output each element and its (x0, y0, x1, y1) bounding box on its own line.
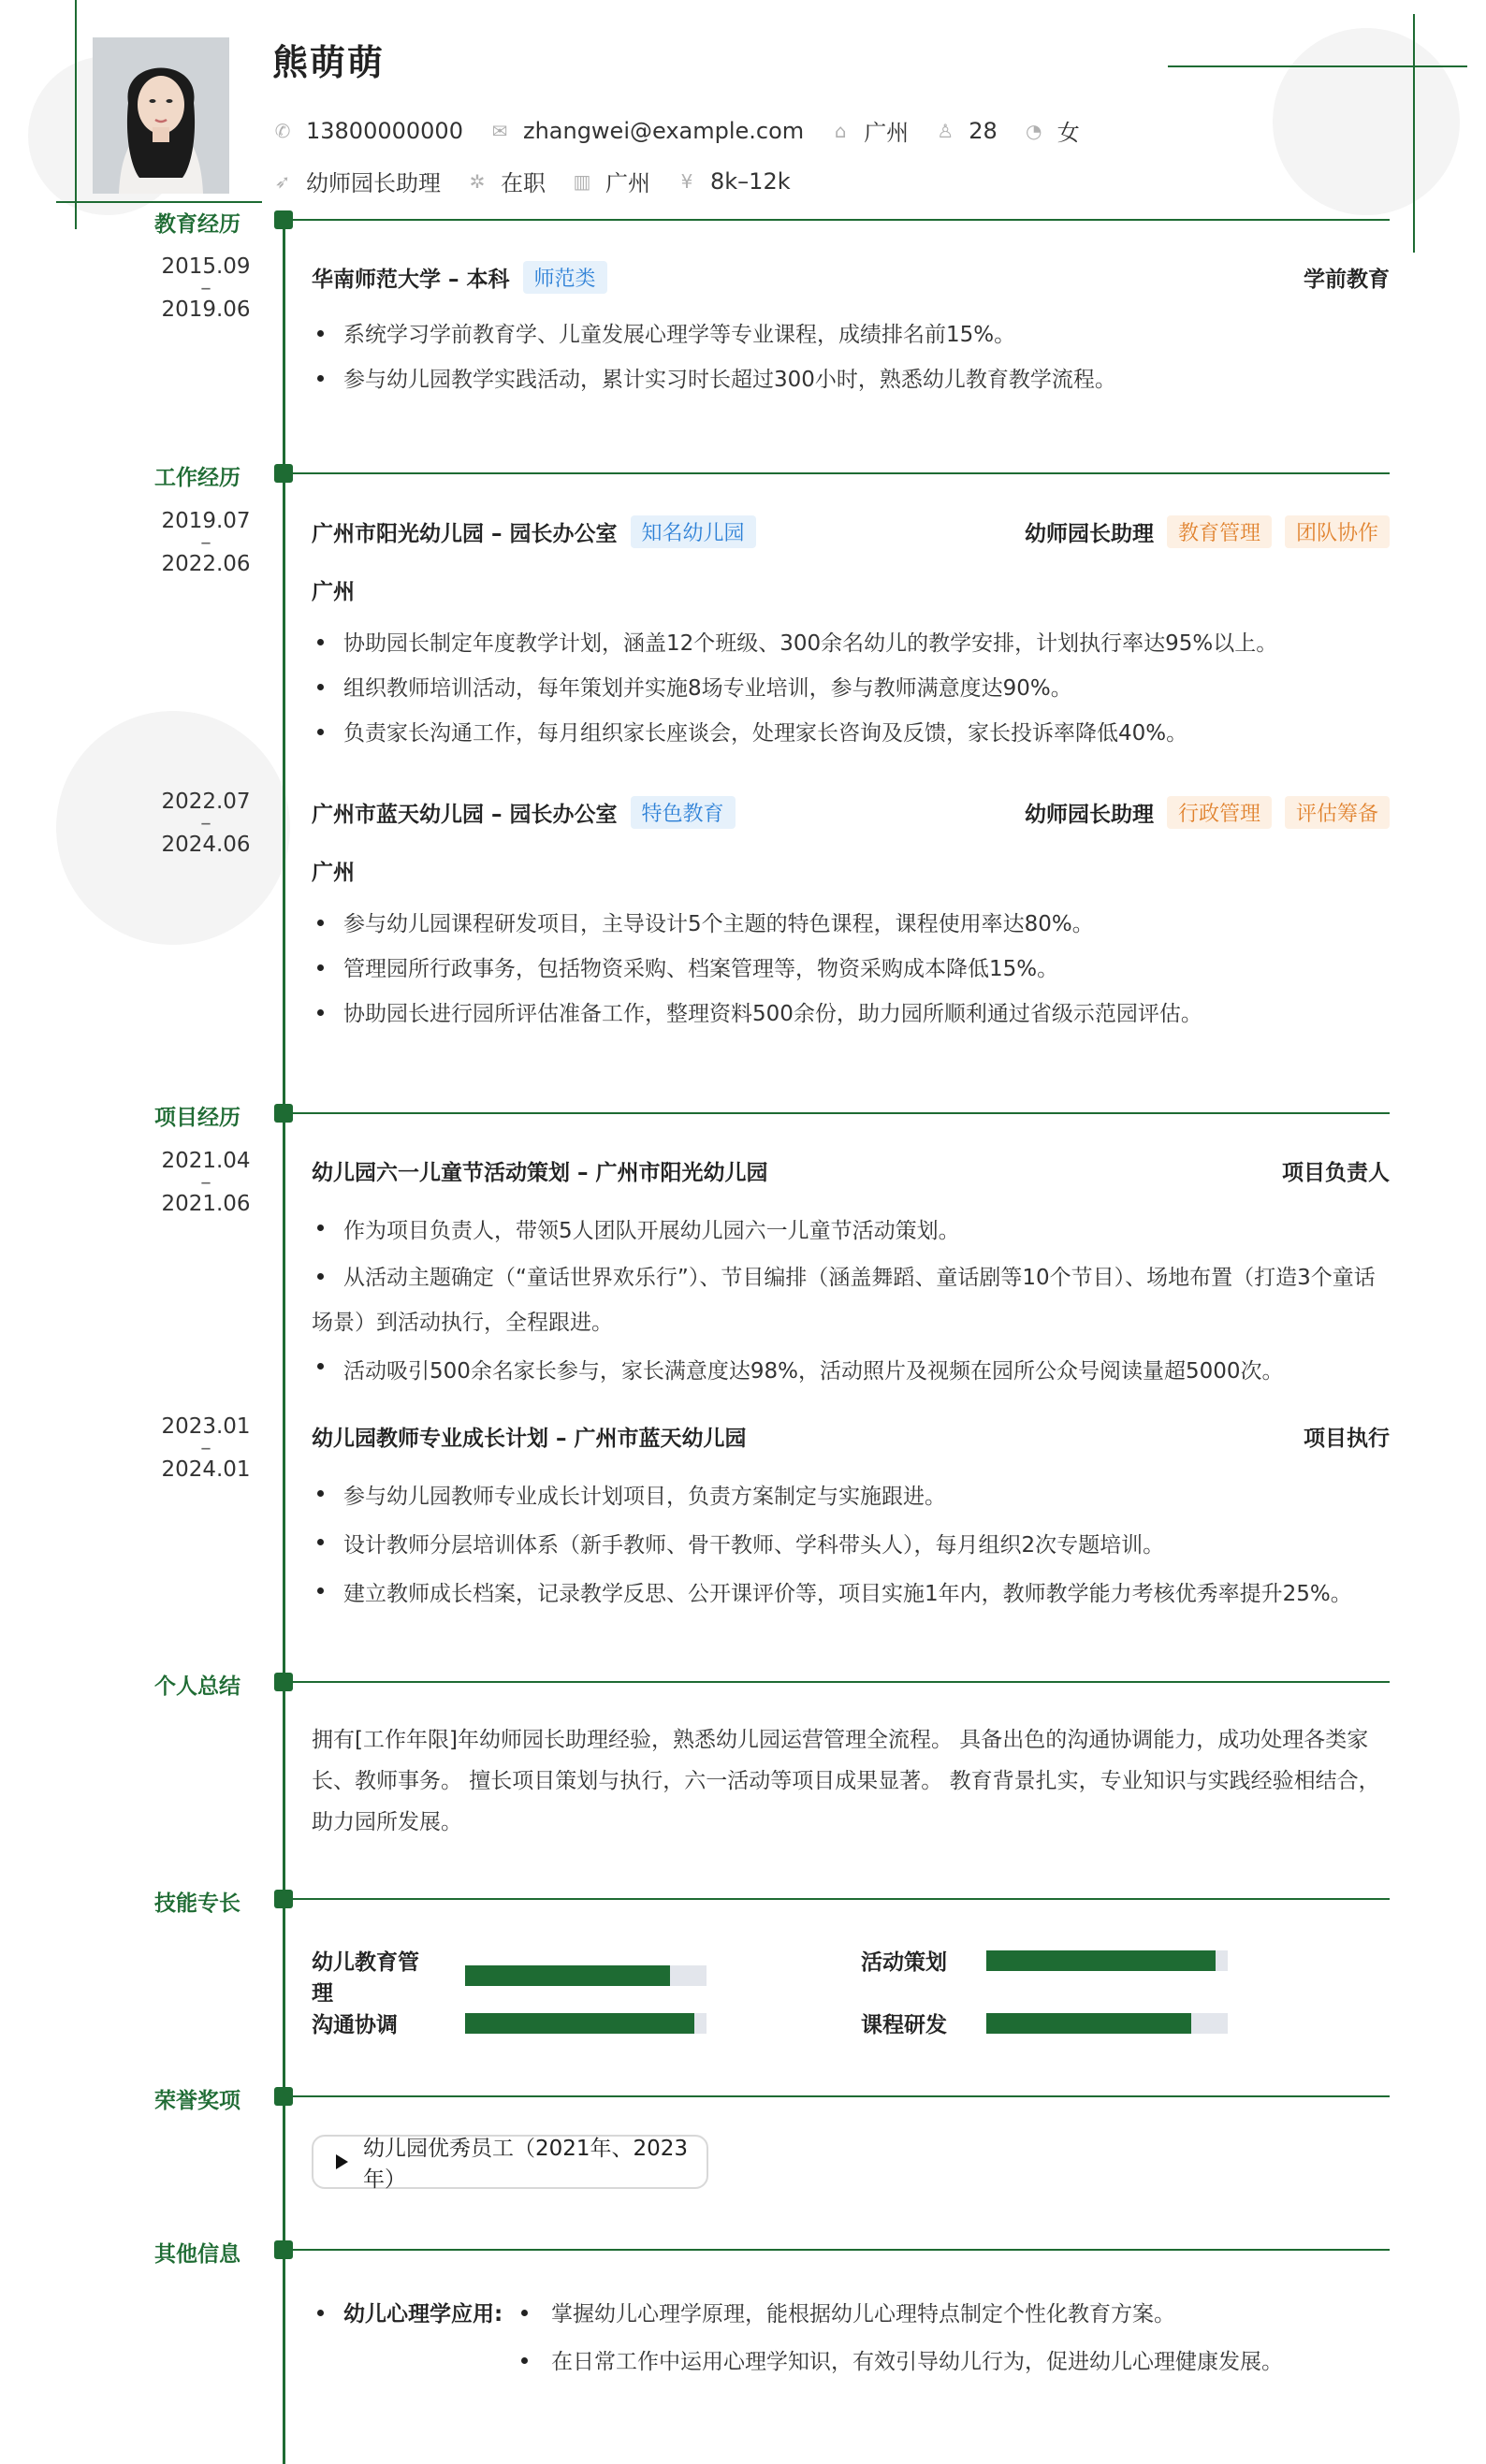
section-marker (274, 210, 293, 229)
list-item: 从活动主题确定（“童话世界欢乐行”）、节目编排（涵盖舞蹈、童话剧等10个节目）、场地布置（打造3个童话场景）到活动执行，全程跟进。 (312, 1255, 1390, 1345)
education-bullets (312, 312, 1390, 402)
section-title-skills: 技能专长 (154, 1891, 240, 1916)
play-icon (336, 2154, 348, 2169)
project-role: 项目执行 (1304, 1427, 1390, 1451)
school-tag: 师范类 (523, 261, 607, 294)
decor-line (1168, 65, 1467, 67)
job-role: 幼师园长助理 (1024, 803, 1154, 827)
list-item: 设计教师分层培训体系（新手教师、骨干教师、学科带头人），每月组织2次专题培训。 (312, 1521, 1390, 1570)
skill-bar-fill (465, 1965, 670, 1986)
skill-bar (986, 1950, 1228, 1971)
section-divider (293, 1681, 1390, 1683)
section-divider (293, 2249, 1390, 2251)
list-item: 参与幼儿园教学实践活动，累计实习时长超过300小时，熟悉幼儿教育教学流程。 (312, 357, 1390, 402)
age-text: 28 (969, 117, 998, 144)
section-title-projects: 项目经历 (154, 1106, 240, 1130)
project-bullets (312, 1472, 1390, 1618)
list-item: 作为项目负责人，带领5人团队开展幼儿园六一儿童节活动策划。 (312, 1207, 1390, 1255)
list-item: 协助园长制定年度教学计划，涵盖12个班级、300余名幼儿的教学安排，计划执行率达95%以上。 (312, 621, 1390, 666)
phone-item (272, 118, 463, 144)
list-item: 掌握幼儿心理学原理，能根据幼儿心理特点制定个性化教育方案。 (551, 2302, 1175, 2326)
project-entry-header (312, 1421, 1390, 1452)
major-name: 学前教育 (1304, 268, 1390, 292)
age-icon: ♙ (937, 119, 954, 142)
work-city: 广州 (312, 861, 355, 885)
project-name: 幼儿园六一儿童节活动策划 – 广州市阳光幼儿园 (312, 1161, 768, 1185)
entry-date: 2023.01 – 2024.01 (161, 1414, 251, 1482)
project-name: 幼儿园教师专业成长计划 – 广州市蓝天幼儿园 (312, 1427, 747, 1451)
skill-bar (465, 2013, 707, 2034)
work-entry-header (312, 515, 1390, 548)
work-bullets (312, 902, 1390, 1036)
skill-tag: 评估筹备 (1285, 796, 1390, 829)
section-title-education: 教育经历 (154, 212, 240, 237)
send-icon: ➶ (274, 169, 291, 193)
section-marker (274, 1673, 293, 1691)
skill-bar-fill (986, 2013, 1191, 2034)
mail-icon: ✉ (491, 119, 508, 142)
skill-item (312, 1945, 707, 2007)
section-divider (293, 1898, 1390, 1900)
work-bullets (312, 621, 1390, 756)
gender-text: 女 (1056, 120, 1080, 146)
section-title-summary: 个人总结 (154, 1674, 240, 1699)
email-text: zhangwei@example.com (522, 117, 805, 144)
section-marker (274, 2240, 293, 2259)
section-marker (274, 1104, 293, 1123)
decor-circle-right-top (1273, 28, 1460, 215)
company-tag: 特色教育 (631, 796, 736, 829)
honor-item[interactable] (312, 2135, 708, 2192)
salary-text: 8k–12k (710, 167, 791, 195)
skill-tag: 行政管理 (1167, 796, 1272, 829)
project-role: 项目负责人 (1282, 1161, 1390, 1185)
section-title-work: 工作经历 (154, 466, 240, 490)
other-label: 幼儿心理学应用: (343, 2302, 503, 2326)
section-marker (274, 2087, 293, 2106)
email-item (489, 118, 804, 144)
job-intent-row (272, 165, 817, 197)
skill-bar-fill (465, 2013, 694, 2034)
list-item: 建立教师成长档案，记录教学反思、公开课评价等，项目实施1年内，教师教学能力考核优秀率提升25%。 (312, 1570, 1390, 1618)
company-name: 广州市阳光幼儿园 – 园长办公室 (312, 522, 618, 546)
section-divider (293, 1112, 1390, 1114)
bullet-dot (317, 2310, 324, 2316)
decor-line (56, 201, 262, 203)
skill-item (312, 2007, 707, 2038)
timeline-line (283, 210, 285, 2464)
section-title-honors: 荣誉奖项 (154, 2089, 240, 2113)
city-text: 广州 (605, 170, 650, 196)
skill-name: 活动策划 (861, 1950, 947, 1975)
job-role: 幼师园长助理 (1024, 522, 1154, 546)
contact-row (272, 114, 1106, 147)
gender-item (1024, 114, 1080, 147)
work-entry-header (312, 796, 1390, 829)
skill-name: 幼儿教育管理 (312, 1950, 419, 2006)
section-marker (274, 1890, 293, 1908)
age-item (935, 118, 998, 144)
project-entry-header (312, 1155, 1390, 1186)
list-item: 系统学习学前教育学、儿童发展心理学等专业课程，成绩排名前15%。 (312, 312, 1390, 357)
status-item (467, 165, 546, 197)
list-item: 参与幼儿园教师专业成长计划项目，负责方案制定与实施跟进。 (312, 1472, 1390, 1521)
position-item (272, 165, 441, 197)
company-name: 广州市蓝天幼儿园 – 园长办公室 (312, 803, 618, 827)
section-title-other: 其他信息 (154, 2242, 240, 2267)
phone-icon: ✆ (274, 119, 291, 142)
city-item (572, 165, 650, 197)
salary-item (677, 168, 791, 195)
skill-bar (465, 1965, 707, 1986)
school-name: 华南师范大学 – 本科 (312, 268, 510, 292)
education-entry-header (312, 261, 1390, 294)
yen-icon: ¥ (680, 169, 693, 193)
home-icon: ⌂ (834, 119, 847, 142)
position-text: 幼师园长助理 (306, 170, 441, 196)
decor-line (1413, 14, 1415, 253)
skill-item (861, 1945, 1228, 1976)
building-icon: ▥ (573, 169, 591, 193)
status-icon: ✲ (469, 169, 486, 193)
skill-item (861, 2007, 1228, 2038)
bullet-dot (521, 2310, 528, 2316)
entry-date: 2022.07 – 2024.06 (161, 790, 251, 857)
list-item: 组织教师培训活动，每年策划并实施8场专业培训，参与教师满意度达90%。 (312, 666, 1390, 711)
entry-date: 2021.04 – 2021.06 (161, 1149, 251, 1216)
skill-name: 沟通协调 (312, 2013, 398, 2037)
project-bullets (312, 1207, 1390, 1398)
candidate-name: 熊萌萌 (272, 42, 386, 83)
list-item: 在日常工作中运用心理学知识，有效引导幼儿行为，促进幼儿心理健康发展。 (551, 2350, 1283, 2374)
section-divider (293, 219, 1390, 221)
entry-date: 2015.09 – 2019.06 (161, 254, 251, 322)
avatar (93, 37, 229, 194)
honor-text: 幼儿园优秀员工（2021年、2023年） (363, 2137, 689, 2192)
entry-date: 2019.07 – 2022.06 (161, 509, 251, 576)
decor-line (75, 0, 77, 229)
list-item: 协助园长进行园所评估准备工作，整理资料500余份，助力园所顺利通过省级示范园评估。 (312, 992, 1390, 1036)
bullet-dot (521, 2357, 528, 2364)
status-text: 在职 (501, 170, 546, 196)
section-divider (293, 472, 1390, 474)
skill-bar-fill (986, 1950, 1216, 1971)
hometown-text: 广州 (864, 120, 910, 146)
skill-name: 课程研发 (861, 2013, 947, 2037)
list-item: 负责家长沟通工作，每月组织家长座谈会，处理家长咨询及反馈，家长投诉率降低40%。 (312, 711, 1390, 756)
list-item: 活动吸引500余名家长参与，家长满意度达98%，活动照片及视频在园所公众号阅读量超5000次。 (312, 1345, 1390, 1398)
list-item: 管理园所行政事务，包括物资采购、档案管理等，物资采购成本降低15%。 (312, 947, 1390, 992)
company-tag: 知名幼儿园 (631, 515, 756, 548)
skill-tag: 教育管理 (1167, 515, 1272, 548)
hometown-item (830, 114, 909, 147)
phone-text: 13800000000 (306, 117, 463, 144)
section-divider (293, 2095, 1390, 2097)
skill-bar (986, 2013, 1228, 2034)
gender-icon: ◔ (1026, 119, 1042, 142)
section-marker (274, 464, 293, 483)
summary-text: 拥有[工作年限]年幼师园长助理经验，熟悉幼儿园运营管理全流程。 具备出色的沟通协调能力，成功处理各类家长、教师事务。 擅长项目策划与执行，六一活动等项目成果显著。 教育背景扎实，专业知识与实践经验相结合，助力园所发展。 (312, 1728, 1380, 1834)
skill-tag: 团队协作 (1285, 515, 1390, 548)
work-city: 广州 (312, 580, 355, 604)
list-item: 参与幼儿园课程研发项目，主导设计5个主题的特色课程，课程使用率达80%。 (312, 902, 1390, 947)
